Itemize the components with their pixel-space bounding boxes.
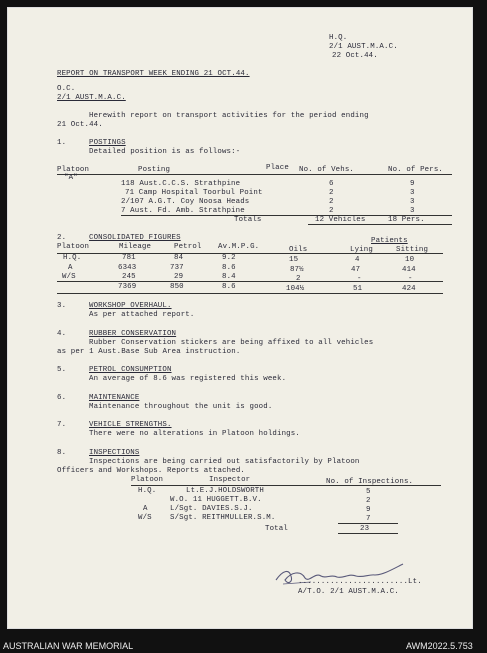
figures-row-2-sitting: 414 (402, 266, 416, 274)
posting-row-3: 2/107 A.G.T. Coy Noosa Heads (121, 198, 250, 206)
report-page (8, 8, 472, 628)
postings-col-posting: Posting (138, 166, 171, 174)
section-8-number: 8. (57, 449, 67, 457)
section-6-number: 6. (57, 394, 67, 402)
inspection-row-1-number: 5 (366, 488, 371, 496)
section-3-heading: WORKSHOP OVERHAUL. (89, 302, 172, 310)
postings-col-vehs: No. of Vehs. (299, 166, 355, 174)
section-2-heading: CONSOLIDATED FIGURES (89, 234, 181, 242)
postings-platoon-a: "A" (64, 174, 78, 182)
inspection-row-3-platoon: A (143, 505, 148, 513)
section-6-body: Maintenance throughout the unit is good. (89, 403, 273, 411)
figures-row-1-platoon: H.Q. (63, 254, 82, 262)
inspection-row-2-number: 2 (366, 497, 371, 505)
figures-col-petrol: Petrol (174, 243, 202, 251)
figures-total-avmpg: 8.6 (222, 283, 236, 291)
inspection-row-4-inspector: S/Sgt. REITHMULLER.S.M. (170, 514, 276, 522)
section-4-number: 4. (57, 330, 67, 338)
header-date: 22 Oct.44. (332, 52, 378, 60)
inspections-col-inspector: Inspector (209, 476, 251, 484)
header-unit: 2/1 AUST.M.A.C. (329, 43, 398, 51)
postings-totals-label: Totals (234, 216, 262, 224)
footer-accession-number: AWM2022.5.753 (406, 641, 473, 651)
inspection-row-4-platoon: W/S (138, 514, 152, 522)
posting-row-1: 118 Aust.C.C.S. Strathpine (121, 180, 241, 188)
posting-row-2-vehs: 2 (329, 189, 334, 197)
postings-col-pers: No. of Pers. (388, 166, 444, 174)
inspections-col-number: No. of Inspections. (326, 478, 414, 486)
inspections-col-platoon: Platoon (131, 476, 164, 484)
figures-totals-rule (57, 281, 443, 282)
figures-total-sitting: 424 (402, 285, 416, 293)
figures-row-1-sitting: 10 (405, 256, 415, 264)
section-3-body: As per attached report. (89, 311, 195, 319)
figures-row-2-platoon: A (68, 264, 73, 272)
signature-title: A/T.O. 2/1 AUST.M.A.C. (298, 588, 399, 596)
section-8-heading: INSPECTIONS (89, 449, 140, 457)
intro-line-2: 21 Oct.44. (57, 121, 103, 129)
figures-row-2-petrol: 737 (170, 264, 184, 272)
report-title: REPORT ON TRANSPORT WEEK ENDING 21 OCT.44. (57, 70, 250, 78)
inspections-header-rule (131, 485, 441, 486)
intro-line-1: Herewith report on transport activities for the period ending (89, 112, 369, 120)
figures-row-1-lying: 4 (355, 256, 360, 264)
posting-row-1-pers: 9 (410, 180, 415, 188)
posting-row-3-pers: 3 (410, 198, 415, 206)
inspection-row-2-inspector: W.O. 11 HUGGETT.B.V. (170, 496, 262, 504)
posting-row-4: 7 Aust. Fd. Amb. Strathpine (121, 207, 245, 215)
figures-row-3-avmpg: 8.4 (222, 273, 236, 281)
inspection-row-1-platoon: H.Q. (138, 487, 157, 495)
inspections-total-rule (338, 523, 398, 524)
posting-row-2-pers: 3 (410, 189, 415, 197)
postings-totals-underline (308, 224, 452, 225)
postings-header-rule (57, 174, 452, 175)
footer-archive-name: AUSTRALIAN WAR MEMORIAL (3, 641, 134, 651)
section-3-number: 3. (57, 302, 67, 310)
section-5-body: An average of 8.6 was registered this week. (89, 375, 287, 383)
figures-row-1-petrol: 84 (174, 254, 184, 262)
section-1-number: 1. (57, 139, 67, 147)
figures-row-1-avmpg: 9.2 (222, 254, 236, 262)
figures-row-3-petrol: 29 (174, 273, 184, 281)
figures-row-3-sitting: - (408, 275, 413, 283)
postings-totals-pers: 18 Pers. (388, 216, 425, 224)
figures-col-avmpg: Av.M.P.G. (218, 243, 260, 251)
section-7-number: 7. (57, 421, 67, 429)
section-4-body-2: as per 1 Aust.Base Sub Area instruction. (57, 348, 241, 356)
figures-col-oils: Oils (289, 246, 308, 254)
figures-col-sitting: Sitting (396, 246, 429, 254)
figures-row-3-lying: - (357, 275, 362, 283)
figures-col-lying: Lying (350, 246, 373, 254)
section-7-body: There were no alterations in Platoon holdings. (89, 430, 300, 438)
figures-col-platoon: Platoon (57, 243, 90, 251)
signature-line: ........................Lt. (298, 578, 422, 586)
figures-total-lying: 51 (353, 285, 363, 293)
figures-row-1-oils: 15 (289, 256, 299, 264)
inspections-total-label: Total (265, 525, 288, 533)
posting-row-1-vehs: 6 (329, 180, 334, 188)
addressee-oc: O.C. (57, 85, 76, 93)
section-5-heading: PETROL CONSUMPTION (89, 366, 172, 374)
figures-col-mileage: Mileage (119, 243, 152, 251)
figures-row-1-mileage: 781 (122, 254, 136, 262)
section-8-body-2: Officers and Workshops. Reports attached. (57, 467, 245, 475)
figures-total-mileage: 7369 (118, 283, 137, 291)
header-hq: H.Q. (329, 34, 348, 42)
section-4-heading: RUBBER CONSERVATION (89, 330, 177, 338)
posting-row-4-vehs: 2 (329, 207, 334, 215)
section-4-body-1: Rubber Conservation stickers are being affixed to all vehicles (89, 339, 374, 347)
inspection-row-4-number: 7 (366, 515, 371, 523)
figures-row-2-oils: 87½ (290, 266, 304, 274)
section-7-heading: VEHICLE STRENGTHS. (89, 421, 172, 429)
figures-total-petrol: 850 (170, 283, 184, 291)
addressee-unit: 2/1 AUST.M.A.C. (57, 94, 126, 102)
section-1-subtitle: Detailed position is as follows:- (89, 148, 241, 156)
figures-row-3-oils: 2 (296, 275, 301, 283)
figures-row-2-lying: 47 (351, 266, 361, 274)
inspections-total-underline (338, 533, 398, 534)
inspections-total-number: 23 (360, 525, 370, 533)
figures-row-3-platoon: W/S (62, 273, 76, 281)
posting-row-4-pers: 3 (410, 207, 415, 215)
posting-row-2: 71 Camp Hospital Toorbul Point (125, 189, 263, 197)
posting-row-3-vehs: 2 (329, 198, 334, 206)
figures-row-2-avmpg: 8.6 (222, 264, 236, 272)
section-8-body-1: Inspections are being carried out satisfactorily by Platoon (89, 458, 360, 466)
figures-total-oils: 104½ (286, 285, 305, 293)
postings-col-platoon: Platoon (57, 166, 90, 174)
figures-row-3-mileage: 245 (122, 273, 136, 281)
section-6-heading: MAINTENANCE (89, 394, 140, 402)
inspection-row-1-inspector: Lt.E.J.HOLDSWORTH (186, 487, 264, 495)
section-5-number: 5. (57, 366, 67, 374)
figures-row-2-mileage: 6343 (118, 264, 137, 272)
figures-totals-underline (57, 293, 443, 294)
archive-footer (0, 633, 487, 653)
figures-header-rule (57, 253, 443, 254)
inspection-row-3-inspector: L/Sgt. DAVIES.S.J. (170, 505, 253, 513)
section-1-heading: POSTINGS (89, 139, 126, 147)
inspection-row-3-number: 9 (366, 506, 371, 514)
figures-patients-label: Patients (371, 237, 408, 245)
postings-totals-vehs: 12 Vehicles (315, 216, 366, 224)
section-2-number: 2. (57, 234, 67, 242)
postings-col-place: Place (266, 164, 289, 172)
